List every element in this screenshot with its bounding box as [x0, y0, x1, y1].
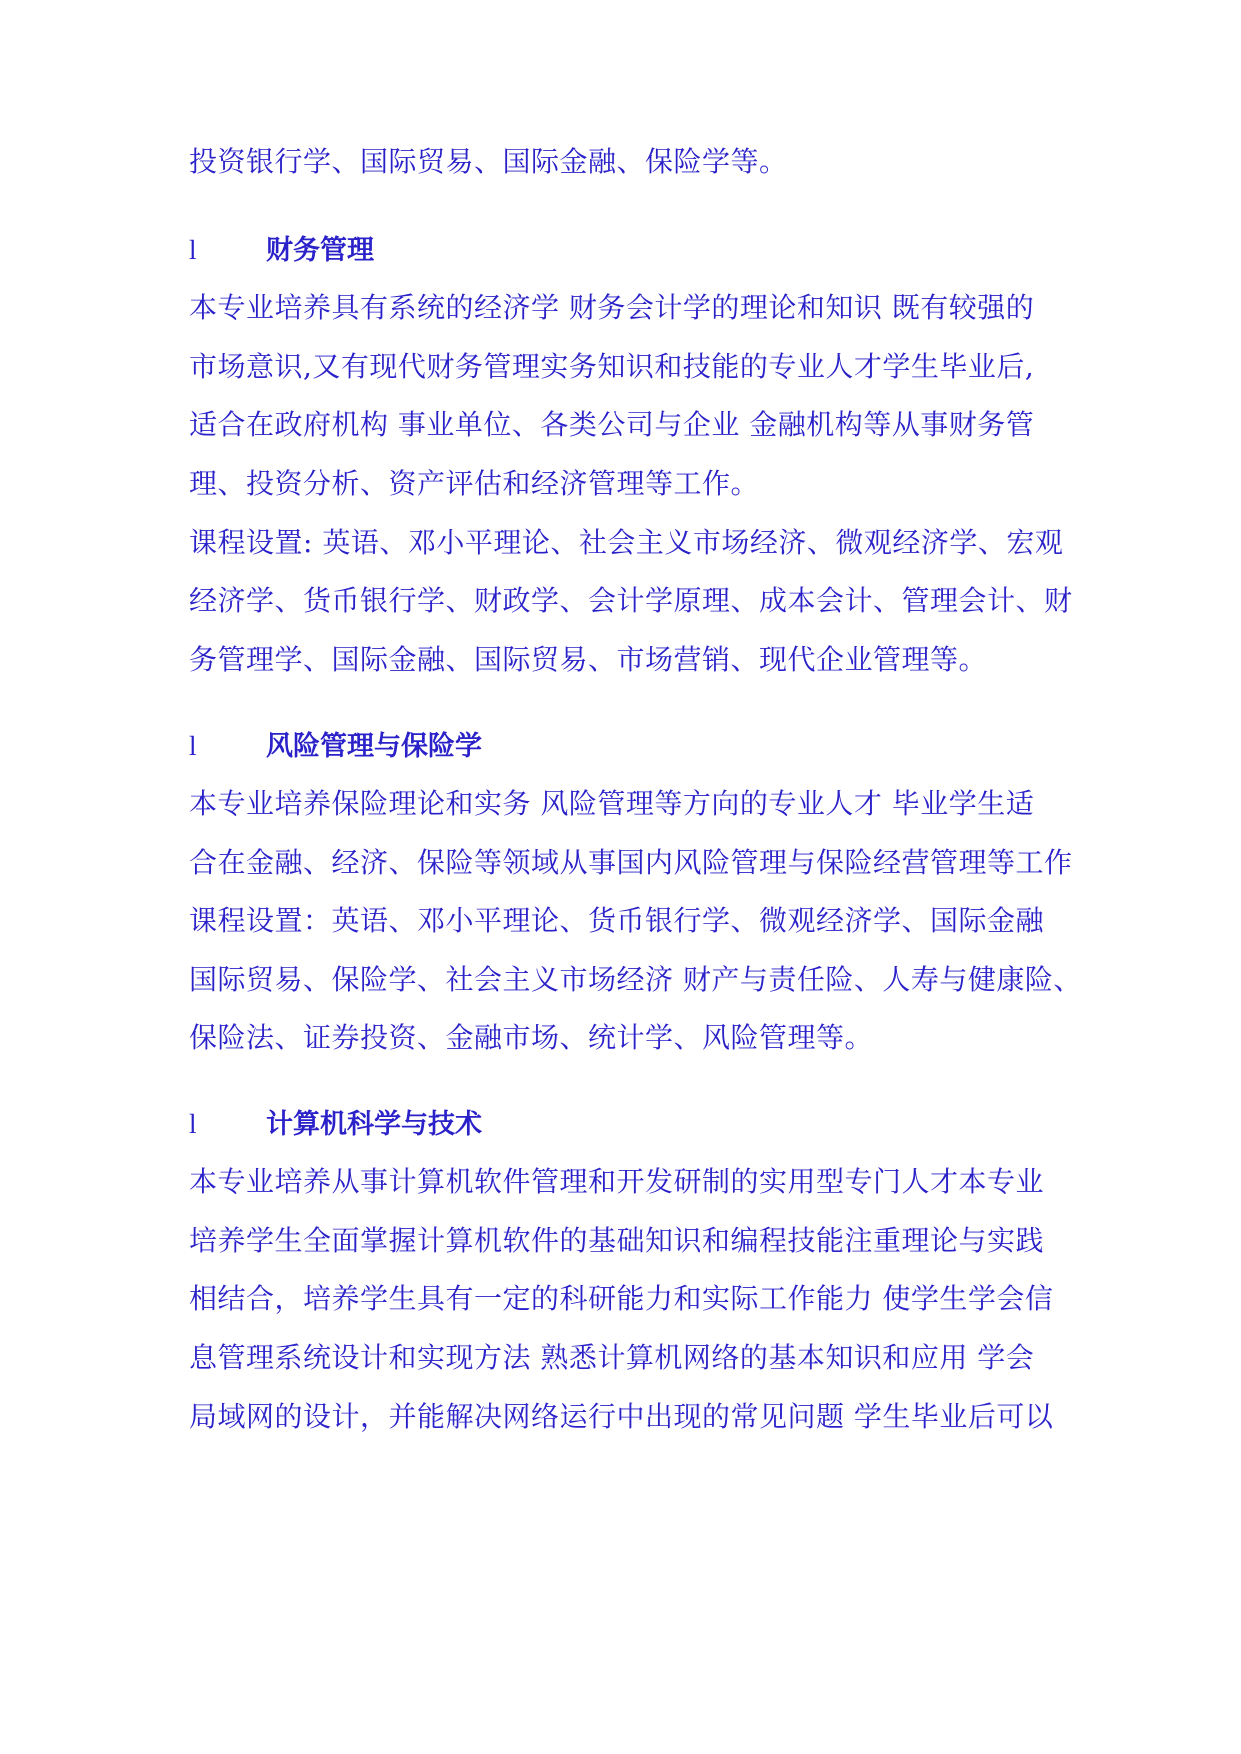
paragraph-line: 局域网的设计，并能解决网络运行中出现的常见问题 学生毕业后可以 — [189, 1400, 1054, 1433]
bullet-marker: l — [189, 731, 197, 761]
section-title: 计算机科学与技术 — [266, 1109, 482, 1140]
paragraph-line: 国际贸易、保险学、社会主义市场经济 财产与责任险、人寿与健康险、 — [189, 963, 1082, 996]
paragraph-line: 市场意识,又有现代财务管理实务知识和技能的专业人才学生毕业后, — [189, 350, 1035, 383]
section-title: 风险管理与保险学 — [266, 731, 482, 762]
paragraph-line: 务管理学、国际金融、国际贸易、市场营销、现代企业管理等。 — [189, 643, 988, 676]
bullet-marker: l — [189, 235, 197, 265]
paragraph-line: 相结合，培养学生具有一定的科研能力和实际工作能力 使学生学会信 — [189, 1282, 1054, 1315]
paragraph-line: 保险法、证券投资、金融市场、统计学、风险管理等。 — [189, 1021, 874, 1054]
paragraph-line: 本专业培养具有系统的经济学 财务会计学的理论和知识 既有较强的 — [189, 291, 1035, 324]
section-heading — [189, 729, 482, 764]
paragraph-line: 课程设置: 英语、邓小平理论、社会主义市场经济、微观经济学、宏观 — [189, 526, 1064, 559]
intro-line: 投资银行学、国际贸易、国际金融、保险学等。 — [189, 145, 788, 178]
paragraph-line: 合在金融、经济、保险等领域从事国内风险管理与保险经营管理等工作 — [189, 846, 1073, 879]
section-heading — [189, 233, 374, 268]
paragraph-line: 课程设置：英语、邓小平理论、货币银行学、微观经济学、国际金融 — [189, 904, 1045, 937]
paragraph-line: 息管理系统设计和实现方法 熟悉计算机网络的基本知识和应用 学会 — [189, 1341, 1035, 1374]
paragraph-line: 适合在政府机构 事业单位、各类公司与企业 金融机构等从事财务管 — [189, 408, 1035, 441]
paragraph-line: 培养学生全面掌握计算机软件的基础知识和编程技能注重理论与实践 — [189, 1224, 1045, 1257]
paragraph-line: 理、投资分析、资产评估和经济管理等工作。 — [189, 467, 760, 500]
section-title: 财务管理 — [266, 235, 374, 266]
paragraph-line: 经济学、货币银行学、财政学、会计学原理、成本会计、管理会计、财 — [189, 584, 1073, 617]
bullet-marker: l — [189, 1109, 197, 1139]
section-heading — [189, 1107, 482, 1142]
paragraph-line: 本专业培养从事计算机软件管理和开发研制的实用型专门人才本专业 — [189, 1165, 1045, 1198]
paragraph-line: 本专业培养保险理论和实务 风险管理等方向的专业人才 毕业学生适 — [189, 787, 1035, 820]
